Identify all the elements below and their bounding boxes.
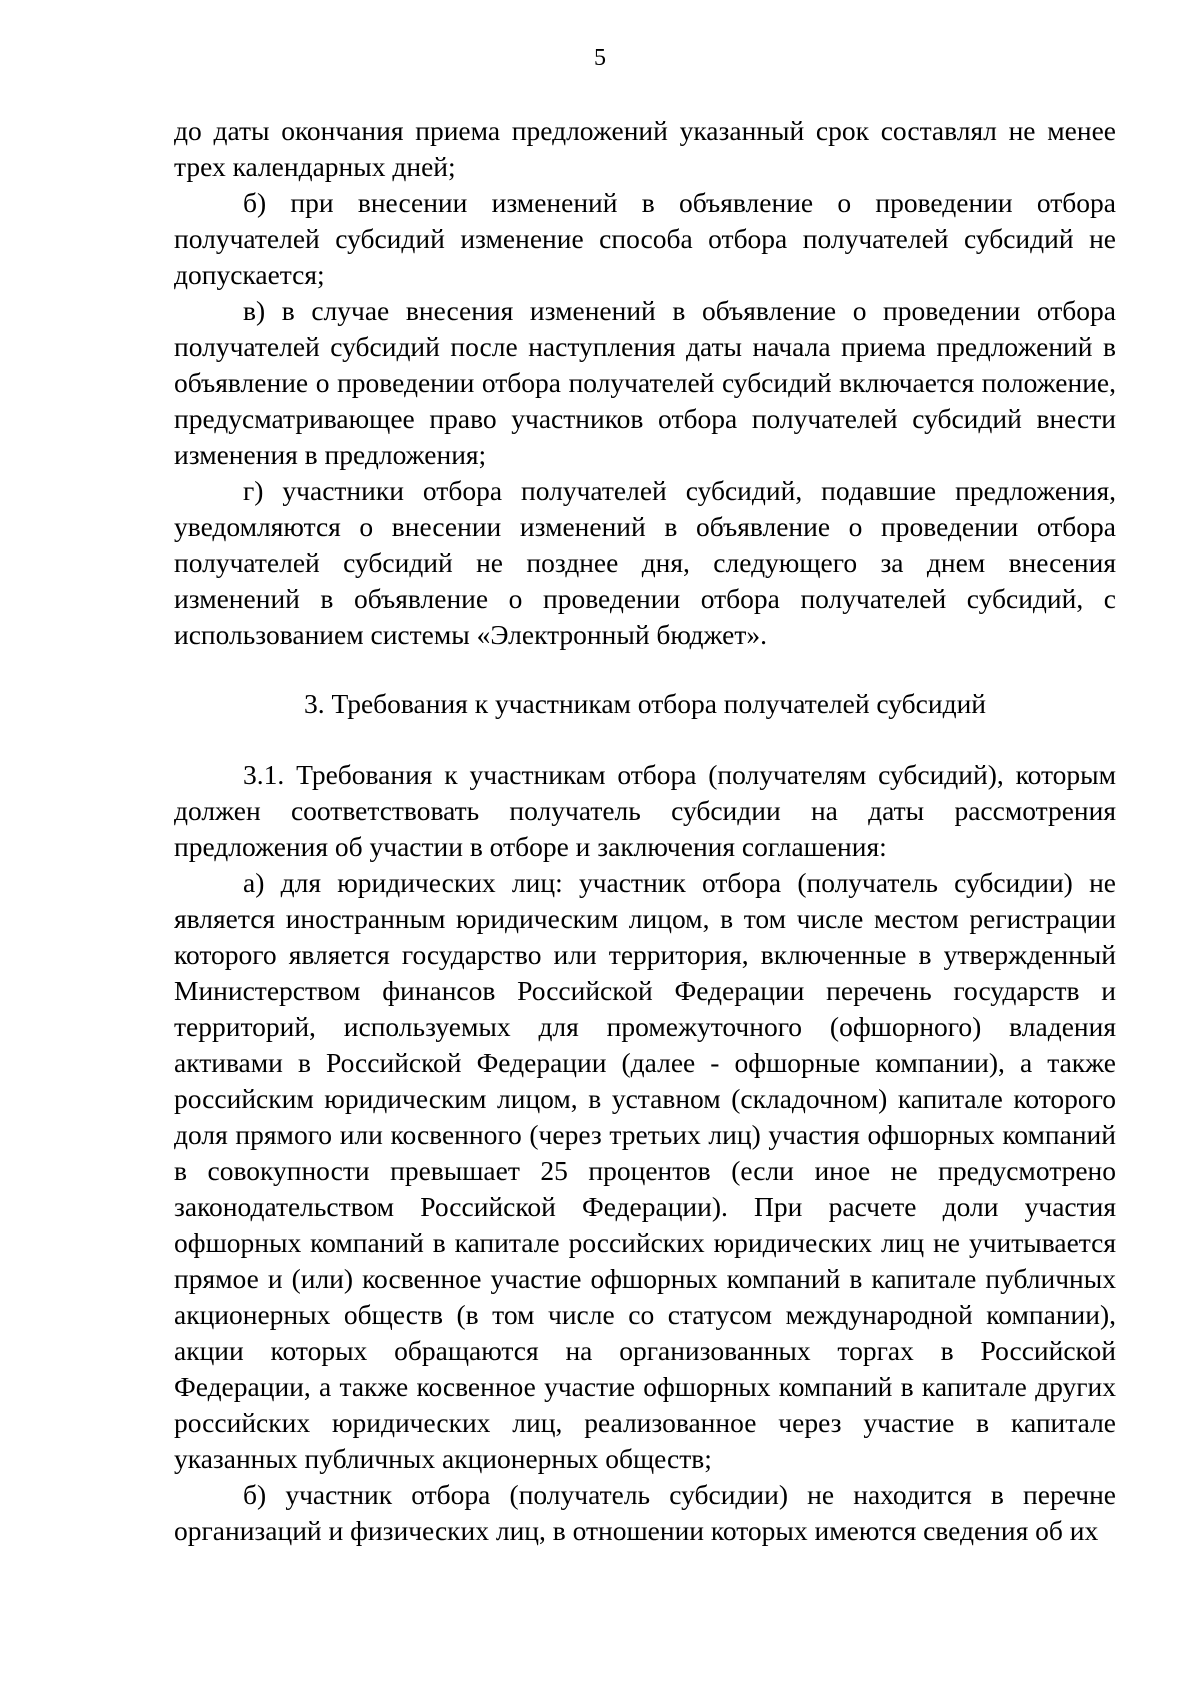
document-body [174,113,1116,1549]
paragraph-3-1: 3.1. Требования к участникам отбора (получателям субсидий), которым должен соответствовать получатель субсидии на даты рассмотрения предложения об участии в отборе и заключения соглашения: [174,759,1116,862]
paragraph-item-b: б) при внесении изменений в объявление о проведении отбора получателей субсидий изменение способа отбора получателей субсидий не допускается; [174,187,1116,290]
paragraph-item-g: г) участники отбора получателей субсидий, подавшие предложения, уведомляются о внесении изменений в объявление о проведении отбора получателей субсидий не позднее дня, следующего за днем внесения изменений в объявление о проведении отбора получателей субсидий, с использованием системы «Электронный бюджет». [174,475,1116,650]
paragraph-item-v: в) в случае внесения изменений в объявление о проведении отбора получателей субсидий после наступления даты начала приема предложений в объявление о проведении отбора получателей субсидий включается положение, предусматривающее право участников отбора получателей субсидий внести изменения в предложения; [174,295,1116,470]
paragraph-continuation: до даты окончания приема предложений указанный срок составлял не менее трех календарных дней; [174,115,1116,182]
paragraph-item-b-2: б) участник отбора (получатель субсидии) не находится в перечне организаций и физических лиц, в отношении которых имеются сведения об их [174,1479,1116,1546]
paragraph-item-a: а) для юридических лиц: участник отбора (получатель субсидии) не является иностранным юридическим лицом, в том числе местом регистрации которого является государство или территория, включенные в утвержденный Министерством финансов Российской Федерации перечень государств и территорий, используемых для промежуточного (офшорного) владения активами в Российской Федерации (далее - офшорные компании), а также российским юридическим лицом, в уставном (складочном) капитале которого доля прямого или косвенного (через третьих лиц) участия офшорных компаний в совокупности превышает 25 процентов (если иное не предусмотрено законодательством Российской Федерации). При расчете доли участия офшорных компаний в капитале российских юридических лиц не учитывается прямое и (или) косвенное участие офшорных компаний в капитале публичных акционерных обществ (в том числе со статусом международной компании), акции которых обращаются на организованных торгах в Российской Федерации, а также косвенное участие офшорных компаний в капитале других российских юридических лиц, реализованное через участие в капитале указанных публичных акционерных обществ; [174,867,1116,1474]
page-number: 5 [594,45,606,71]
section-heading: 3. Требования к участникам отбора получателей субсидий [303,688,987,719]
